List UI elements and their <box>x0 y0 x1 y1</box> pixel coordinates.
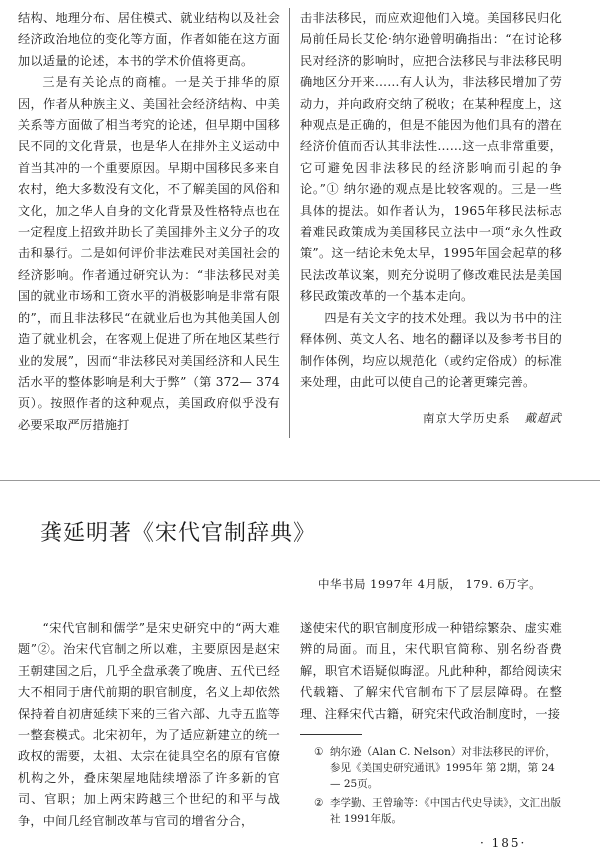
footnote-mark: ① <box>314 746 324 758</box>
signature-name: 戴超武 <box>524 411 562 425</box>
signature-affiliation: 南京大学历史系 <box>423 411 511 425</box>
section-divider <box>0 480 600 481</box>
footnote-text: 纳尔逊（Alan C. Nelson）对非法移民的评价，参见《美国史研究通讯》1995年 第 2期，第 24— 25页。 <box>330 746 556 790</box>
footnote-rule <box>300 734 362 735</box>
bottom-right-column <box>300 618 562 725</box>
footnote-text: 李学勤、王曾瑜等：《中国古代史导读》，文汇出版社 1991年版。 <box>330 797 561 825</box>
bottom-left-column <box>18 618 280 832</box>
footnotes <box>300 744 562 830</box>
column-divider <box>289 8 290 438</box>
publication-info: 中华书局 1997年 4月版， 179. 6万字。 <box>318 577 542 591</box>
page-number: · 185· <box>480 836 527 850</box>
paragraph: “宋代官制和儒学”是宋史研究中的“两大难题”②。治宋代官制之所以难，主要原因是赵宋王朝建国之后，几乎全盘承袭了晚唐、五代已经大不相同于唐代前期的职官制度，名义上却依然保持着自初唐延续下来的三省六部、九寺五监等一整套模式。北宋初年，为了适应新建立的统一政权的需要，太祖、太宗在徒具空名的原有官僚机构之外，叠床架屋地陆续增添了许多新的官司、官职；加上两宋跨越三个世纪的和平与战争，中间几经官制改革与官司的增省分合， <box>18 621 280 828</box>
author-signature <box>300 410 562 426</box>
footnote-mark: ② <box>314 797 324 809</box>
paragraph: 遂使宋代的职官制度形成一种错综繁杂、虚实难辨的局面。而且，宋代职官简称、别名纷沓费解，职官术语疑似晦涩。凡此种种，都给阅读宋代载籍、了解宋代官制布下了层层障碍。在整理、注释宋代古籍，研究宋代政治制度时，一接 <box>300 621 562 721</box>
top-right-column <box>300 8 562 393</box>
footnote <box>300 744 562 792</box>
top-left-column <box>18 8 280 436</box>
review-title: 龚延明著《宋代官制辞典》 <box>40 521 317 546</box>
paragraph: 击非法移民，而应欢迎他们入境。美国移民归化局前任局长艾伦·纳尔逊曾明确指出：“在讨论移民对经济的影响时，应把合法移民与非法移民明确地区分开来……有人认为，非法移民增加了劳动力，并向政府交纳了税收；在某种程度上，这种观点是正确的，但是不能因为他们具有的潜在经济价值而否认其非法性……这一点非常重要，它可避免因非法移民的经济影响而引起的争论。”① 纳尔逊的观点是比较客观的。三是一些具体的提法。如作者认为，1965年移民法标志着难民政策成为美国移民立法中一项“永久性政策”。这一结论未免太早，1995年国会起草的移民法改革议案，则充分说明了修改难民法是美国移民政策改革的一个基本走向。 <box>300 11 562 304</box>
footnote <box>300 795 562 827</box>
paragraph: 四是有关文字的技术处理。我以为书中的注释体例、英文人名、地名的翻译以及参考书目的制作体例，均应以规范化（或约定俗成）的标准来处理，由此可以使自己的论著更臻完善。 <box>300 310 562 389</box>
paragraph: 三是有关论点的商榷。一是关于排华的原因，作者从种族主义、美国社会经济结构、中美关系等方面做了相当考究的论述，但早期中国移民不同的文化背景，也是华人在排外主义运动中首当其冲的一个重要原因。早期中国移民多来自农村，绝大多数没有文化，不了解美国的风俗和文化，加之华人自身的文化背景及性格特点也在一定程度上招致并助长了美国排外主义分子的攻击和暴行。二是如何评价非法难民对美国社会的经济影响。作者通过研究认为：“非法移民对美国的就业市场和工资水平的消极影响是非常有限的”，而且非法移民“在就业后也为其他美国人创造了就业机会，在客观上促进了所在地区某些行业的发展”，因而“非法移民对美国经济和人民生活水平的整体影响是利大于弊”（第 372— 374页）。按照作者的这种观点，美国政府似乎没有必要采取严厉措施打 <box>18 75 280 432</box>
paragraph: 结构、地理分布、居住模式、就业结构以及社会经济政治地位的变化等方面，作者如能在这方面加以适量的论述，本书的学术价值将更高。 <box>18 11 280 68</box>
